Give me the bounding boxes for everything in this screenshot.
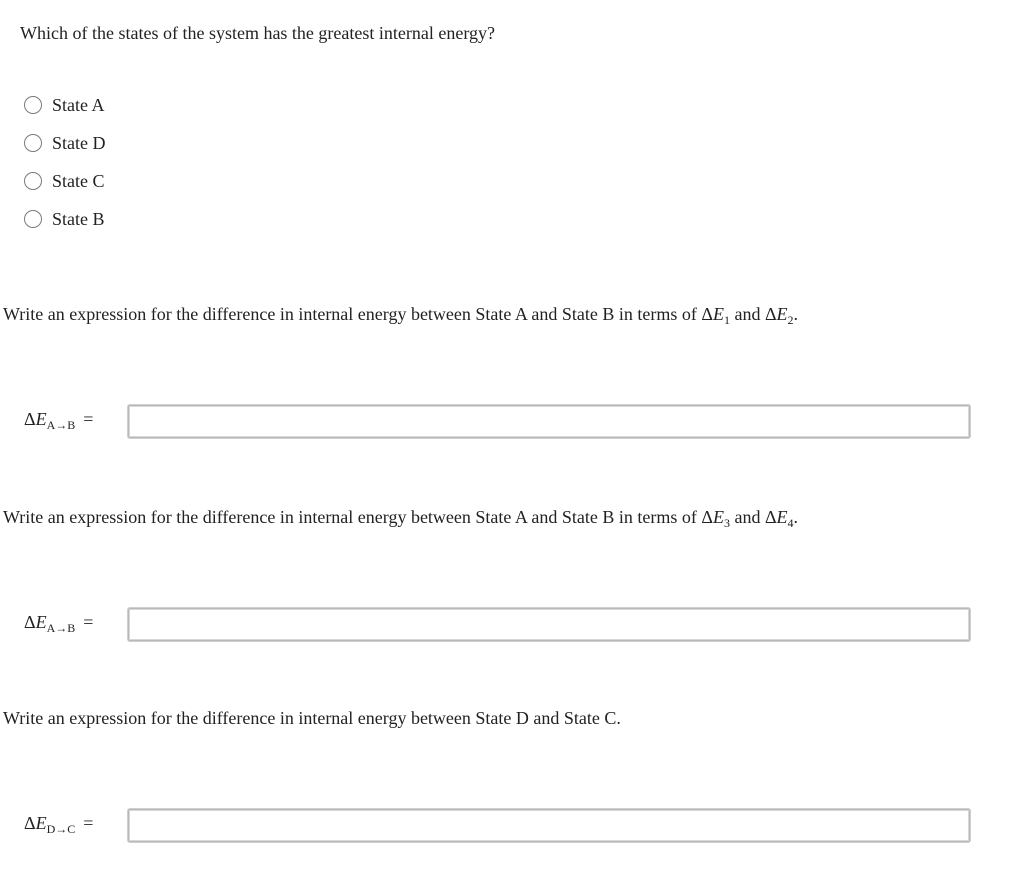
answer-row-1 xyxy=(24,404,970,438)
delta-symbol: Δ xyxy=(24,409,36,429)
state-options-group xyxy=(24,86,106,238)
period: . xyxy=(793,507,799,527)
term-delta-e2 xyxy=(764,304,794,327)
math-subscript: D→C xyxy=(46,822,76,836)
math-subscript: 4 xyxy=(787,516,794,530)
connector-text: and xyxy=(729,507,765,527)
delta-symbol: Δ xyxy=(701,507,713,527)
option-state-b[interactable] xyxy=(24,200,106,238)
math-variable: E xyxy=(712,507,724,527)
math-subscript: 1 xyxy=(723,313,730,327)
answer-row-3 xyxy=(24,808,970,842)
option-label: State C xyxy=(52,170,105,191)
connector-text: and xyxy=(729,304,765,324)
answer-input-2[interactable] xyxy=(128,608,970,641)
math-variable: E xyxy=(776,507,788,527)
math-variable: E xyxy=(712,304,724,324)
radio-button[interactable] xyxy=(24,96,42,114)
math-variable: E xyxy=(35,813,47,833)
term-delta-e4 xyxy=(764,507,794,530)
equals-sign: = xyxy=(83,813,94,833)
equals-sign: = xyxy=(83,612,94,632)
math-subscript: A→B xyxy=(46,621,76,635)
equals-sign: = xyxy=(83,409,94,429)
delta-symbol: Δ xyxy=(701,304,713,324)
option-state-d[interactable] xyxy=(24,124,106,162)
period: . xyxy=(793,304,799,324)
delta-symbol: Δ xyxy=(24,612,36,632)
option-label: State D xyxy=(52,132,106,153)
term-delta-e1 xyxy=(701,304,730,327)
answer-label-3 xyxy=(24,813,128,837)
delta-symbol: Δ xyxy=(24,813,36,833)
option-label: State A xyxy=(52,94,105,115)
answer-row-2 xyxy=(24,607,970,641)
math-subscript: 3 xyxy=(723,516,730,530)
term-delta-e3 xyxy=(701,507,730,530)
answer-input-3[interactable] xyxy=(128,809,970,842)
option-label: State B xyxy=(52,208,105,229)
question-2-prompt xyxy=(3,303,798,331)
math-variable: E xyxy=(776,304,788,324)
math-subscript: 2 xyxy=(787,313,794,327)
radio-button[interactable] xyxy=(24,210,42,228)
radio-button[interactable] xyxy=(24,172,42,190)
question-3-prompt xyxy=(3,506,798,534)
question-4-text: Write an expression for the difference in internal energy between State D and State C. xyxy=(3,708,621,728)
answer-input-1[interactable] xyxy=(128,405,970,438)
option-state-a[interactable] xyxy=(24,86,106,124)
question-1-prompt xyxy=(20,22,495,44)
answer-label-2 xyxy=(24,612,128,636)
math-variable: E xyxy=(35,409,47,429)
answer-label-1 xyxy=(24,409,128,433)
option-state-c[interactable] xyxy=(24,162,106,200)
math-subscript: A→B xyxy=(46,418,76,432)
question-1-text: Which of the states of the system has the greatest internal energy? xyxy=(20,23,496,43)
delta-symbol: Δ xyxy=(764,304,777,324)
question-3-text: Write an expression for the difference in internal energy between State A and State B in terms of xyxy=(3,507,702,527)
radio-button[interactable] xyxy=(24,134,42,152)
question-4-prompt xyxy=(3,707,621,729)
math-variable: E xyxy=(35,612,47,632)
question-2-text: Write an expression for the difference in internal energy between State A and State B in terms of xyxy=(3,304,702,324)
delta-symbol: Δ xyxy=(764,507,777,527)
